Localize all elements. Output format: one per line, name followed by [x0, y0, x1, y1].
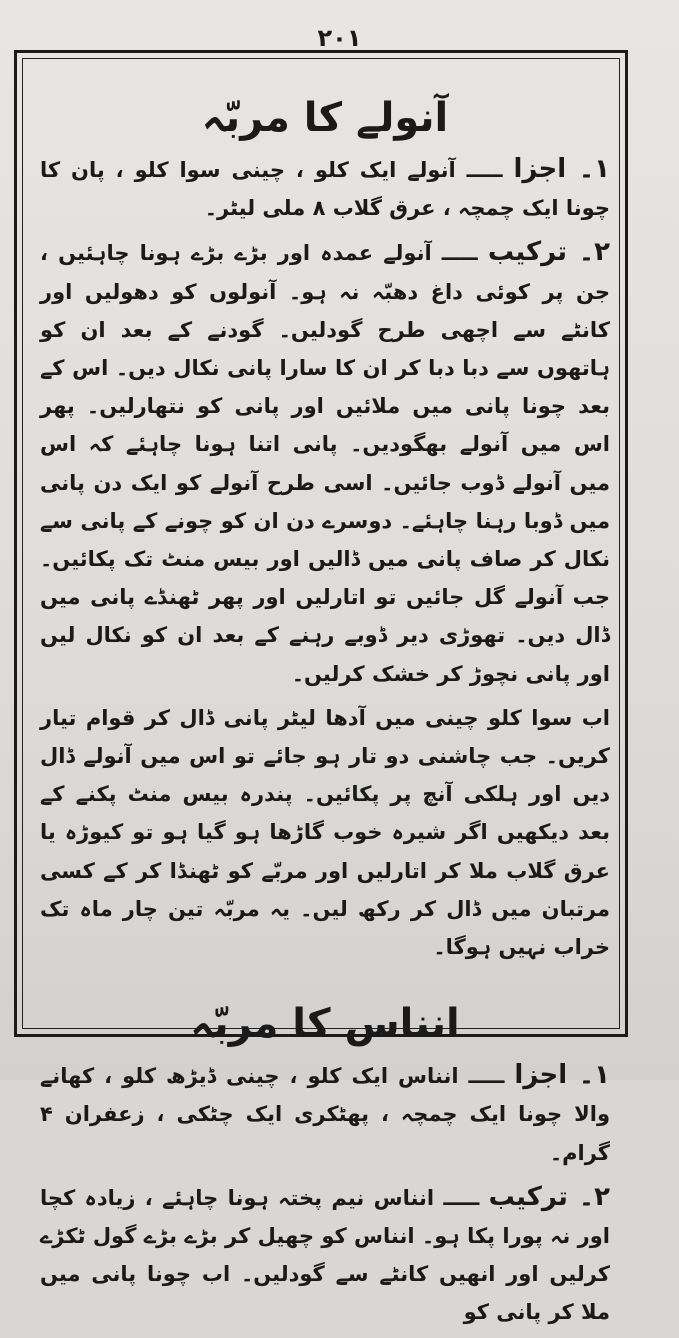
method-text: انناس نیم پختہ ہونا چاہئے ، زیادہ کچا اور نہ پورا پکا ہو۔ انناس کو چھیل کر بڑے بڑے گول ٹکڑے کرلیں اور انھیں کانٹے سے گودلیں۔ اب چونا پانی میں ملا کر پانی کو: [40, 1185, 610, 1325]
method-label: ۲۔ ترکیب: [488, 1181, 610, 1212]
ingredients-text: انناس ایک کلو ، چینی ڈیڑھ کلو ، کھانے والا چونا ایک چمچہ ، پھٹکری ایک چٹکی ، زعفران ۴ گرام۔: [40, 1064, 610, 1165]
ingredients-paragraph: ۱۔ اجزا ـــــ انناس ایک کلو ، چینی ڈیڑھ کلو ، کھانے والا چونا ایک چمچہ ، پھٹکری ایک چٹکی ، زعفران ۴ گرام۔: [40, 1060, 610, 1165]
ingredients-paragraph: ۱۔ اجزا ـــــ آنولے ایک کلو ، چینی سوا کلو ، پان کا چونا ایک چمچہ ، عرق گلاب ۸ ملی لیٹر۔: [40, 154, 610, 221]
ingredients-label: ۱۔ اجزا: [513, 154, 610, 184]
method-paragraph: ۲۔ ترکیب ـــــ انناس نیم پختہ ہونا چاہئے ، زیادہ کچا اور نہ پورا پکا ہو۔ انناس کو چھیل کر بڑے بڑے گول ٹکڑے کرلیں اور انھیں کانٹے سے گودلیں۔ اب چونا پانی میں ملا کر پانی کو: [40, 1181, 610, 1325]
recipe-title-pineapple: انناس کا مربّہ: [190, 1001, 460, 1048]
method-paragraph: ۲۔ ترکیب ـــــ آنولے عمدہ اور بڑے بڑے ہونا چاہئیں ، جن پر کوئی داغ دھبّہ نہ ہو۔ آنولوں کو دھولیں اور کانٹے سے اچھی طرح گودلیں۔ گودنے کے بعد ان کو ہاتھوں سے دبا دبا کر ان کا سارا پانی نکال دیں۔ اس کے بعد چونا پانی میں ملائیں اور پانی کو نتھارلیں۔ پھر اس میں آنولے بھگودیں۔ پانی اتنا ہونا چاہئے کہ اس میں آنولے ڈوب جائیں۔ اسی طرح آنولے کو ایک دن پانی میں ڈوبا رہنا چاہئے۔ دوسرے دن ان کو چونے کے پانی سے نکال کر صاف پانی میں ڈالیں اور بیس منٹ تک پکائیں۔ جب آنولے گل جائیں تو اتارلیں اور پھر ٹھنڈے پانی میں ڈال دیں۔ تھوڑی دیر ڈوبے رہنے کے بعد ان کو نکال لیں اور پانی نچوڑ کر خشک کرلیں۔: [40, 237, 610, 686]
recipe-title-amla: آنولے کا مربّہ: [201, 95, 449, 141]
method-text: آنولے عمدہ اور بڑے بڑے ہونا چاہئیں ، جن پر کوئی داغ دھبّہ نہ ہو۔ آنولوں کو دھولیں اور کانٹے سے اچھی طرح گودلیں۔ گودنے کے بعد ان کو ہاتھوں سے دبا دبا کر ان کا سارا پانی نکال دیں۔ اس کے بعد چونا پانی میں ملائیں اور پانی کو نتھارلیں۔ پھر اس میں آنولے بھگودیں۔ پانی اتنا ہونا چاہئے کہ اس میں آنولے ڈوب جائیں۔ اسی طرح آنولے کو ایک دن پانی میں ڈوبا رہنا چاہئے۔ دوسرے دن ان کو چونے کے پانی سے نکال کر صاف پانی میں ڈالیں اور بیس منٹ تک پکائیں۔ جب آنولے گل جائیں تو اتارلیں اور پھر ٹھنڈے پانی میں ڈال دیں۔ تھوڑی دیر ڈوبے رہنے کے بعد ان کو نکال لیں اور پانی نچوڑ کر خشک کرلیں۔: [40, 241, 610, 686]
ingredients-text: آنولے ایک کلو ، چینی سوا کلو ، پان کا چونا ایک چمچہ ، عرق گلاب ۸ ملی لیٹر۔: [40, 158, 610, 221]
page-content: [40, 80, 610, 1338]
method-paragraph-2: اب سوا کلو چینی میں آدھا لیٹر پانی ڈال کر قوام تیار کریں۔ جب چاشنی دو تار ہو جائے تو اس میں آنولے ڈال دیں اور ہلکی آنچ پر پکائیں۔ پندرہ بیس منٹ پکنے کے بعد دیکھیں اگر شیرہ خوب گاڑھا ہو گیا ہو تو کیوڑہ یا عرق گلاب ملا کر اتارلیں اور مربّے کو ٹھنڈا کر کے کسی مرتبان میں ڈال کر رکھ لیں۔ یہ مربّہ تین چار ماہ تک خراب نہیں ہوگا۔: [40, 705, 610, 960]
page-number: ۲۰۱: [317, 24, 362, 52]
ingredients-label: ۱۔ اجزا: [514, 1060, 610, 1091]
method-label: ۲۔ ترکیب: [487, 237, 610, 268]
